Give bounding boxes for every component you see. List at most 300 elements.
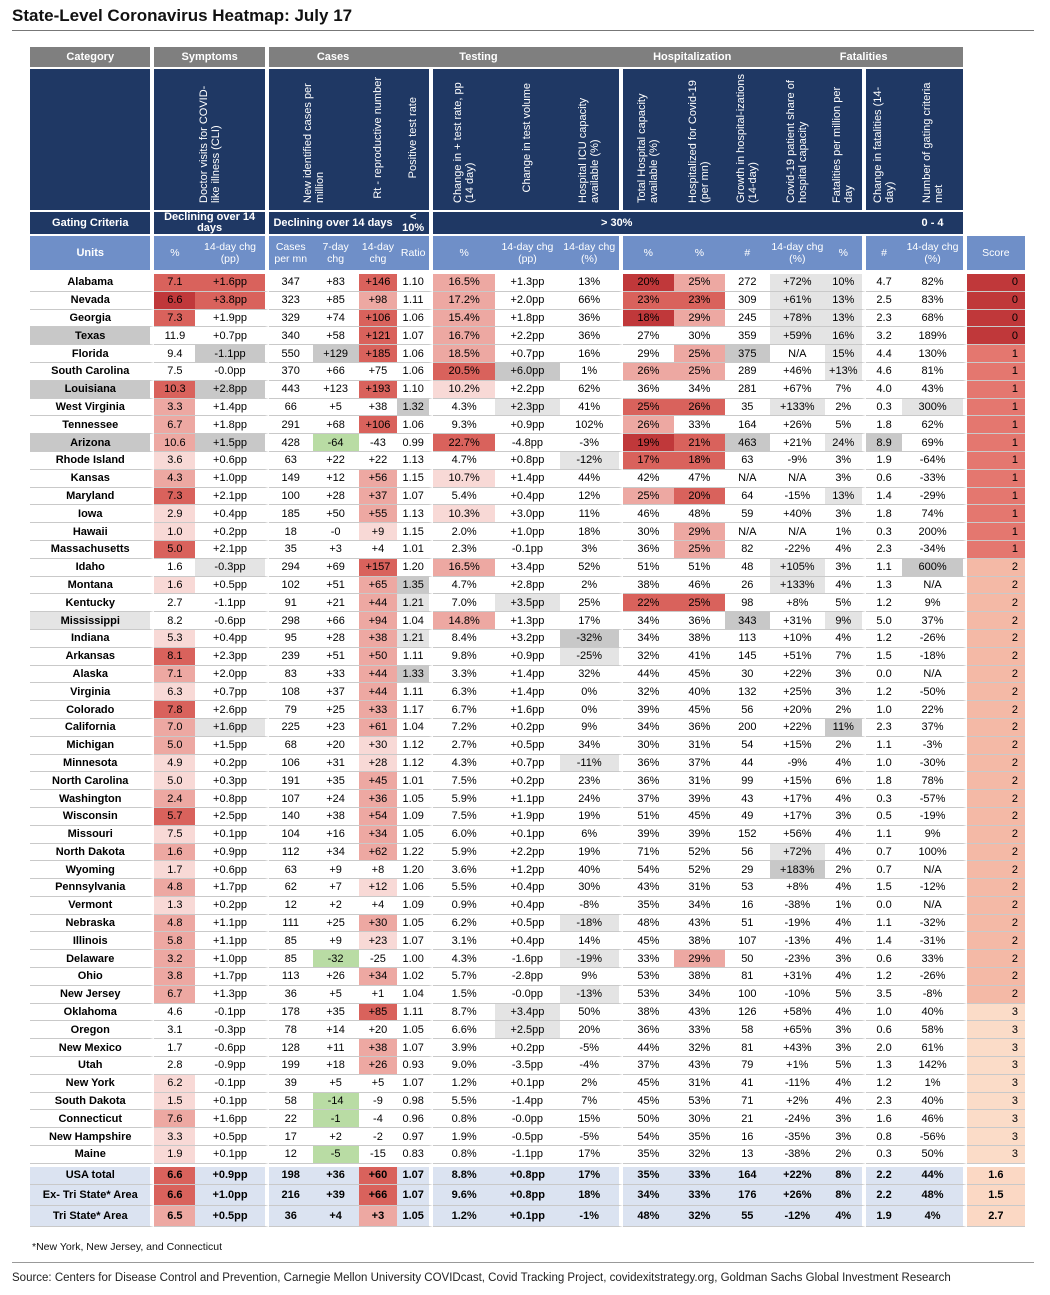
data-cell: 30% [623, 523, 674, 541]
data-cell: +0.7pp [495, 345, 559, 363]
data-cell: 2% [560, 577, 623, 595]
table-row [30, 1075, 1025, 1093]
data-cell: N/A [725, 523, 770, 541]
data-cell: 24% [560, 790, 623, 808]
data-cell: 6.2 [154, 1075, 195, 1093]
data-cell: -5% [560, 1039, 623, 1057]
state-name: Mississippi [30, 612, 154, 630]
data-cell: +157 [359, 559, 398, 577]
data-cell: 12% [560, 488, 623, 506]
data-cell: 51% [623, 808, 674, 826]
data-cell: 1.8 [866, 505, 903, 523]
data-cell: 33% [902, 950, 966, 968]
data-cell: 1.6 [866, 1110, 903, 1128]
data-cell: -4.8pp [495, 434, 559, 452]
data-cell: +72% [770, 274, 825, 292]
data-cell: 61% [902, 1039, 966, 1057]
state-name: New York [30, 1075, 154, 1093]
data-cell: +0.8pp [495, 1185, 559, 1206]
state-name: North Dakota [30, 844, 154, 862]
data-cell: 5.0 [154, 772, 195, 790]
data-cell: 2.3% [433, 541, 495, 559]
data-cell: -1.1pp [195, 594, 268, 612]
data-cell: N/A [902, 577, 966, 595]
data-cell: +2.3pp [495, 399, 559, 417]
data-cell: 272 [725, 274, 770, 292]
data-cell: +94 [359, 612, 398, 630]
data-cell: 38% [623, 1004, 674, 1022]
data-cell: 52% [674, 844, 725, 862]
data-cell: -38% [770, 897, 825, 915]
data-cell: 63 [269, 861, 313, 879]
data-cell: 291 [269, 416, 313, 434]
data-cell: -64% [902, 452, 966, 470]
data-cell: 600% [902, 559, 966, 577]
state-name: Connecticut [30, 1110, 154, 1128]
data-cell: 0.96 [397, 1110, 433, 1128]
data-cell: +9 [359, 523, 398, 541]
data-cell: 281 [725, 381, 770, 399]
data-cell: +0.5pp [195, 1128, 268, 1146]
data-cell: +38 [359, 630, 398, 648]
data-cell: +1.4pp [495, 683, 559, 701]
data-cell: 36% [560, 310, 623, 328]
data-cell: 126 [725, 1004, 770, 1022]
table-row [30, 897, 1025, 915]
data-cell: +33 [313, 666, 359, 684]
data-cell: +5 [313, 399, 359, 417]
data-cell: -57% [902, 790, 966, 808]
data-cell: 31% [674, 772, 725, 790]
data-cell: 1.05 [397, 1021, 433, 1039]
data-cell: 2.7 [967, 1206, 1025, 1227]
data-cell: 3% [825, 559, 866, 577]
metric-header-text: Rt - reproductive number [371, 77, 384, 199]
state-name: Alaska [30, 666, 154, 684]
data-cell: 3% [560, 541, 623, 559]
data-cell: 35 [269, 541, 313, 559]
state-name: Massachusetts [30, 541, 154, 559]
data-cell: 2 [967, 630, 1025, 648]
data-cell: 78% [902, 772, 966, 790]
data-cell: 15.4% [433, 310, 495, 328]
data-cell: 26% [674, 399, 725, 417]
units-cell: Ratio [397, 236, 433, 274]
data-cell: 1 [967, 488, 1025, 506]
units-cell: % [433, 236, 495, 274]
data-cell: 31% [674, 879, 725, 897]
state-name: Pennsylvania [30, 879, 154, 897]
data-cell: 5.9% [433, 844, 495, 862]
data-cell: 8.1 [154, 648, 195, 666]
source-rule [12, 1262, 1034, 1263]
data-cell: +43% [770, 1039, 825, 1057]
data-cell: -0.6pp [195, 1039, 268, 1057]
data-cell: N/A [902, 666, 966, 684]
data-cell: 0.6 [866, 1021, 903, 1039]
data-cell: 375 [725, 345, 770, 363]
data-cell: +33 [359, 701, 398, 719]
data-cell: +39 [313, 1185, 359, 1206]
metric-header-text: Growth in hospital-izations (14-day) [735, 73, 760, 203]
data-cell: 5.4% [433, 488, 495, 506]
metric-header [397, 69, 433, 212]
data-cell: 45% [674, 808, 725, 826]
data-cell: 2 [967, 559, 1025, 577]
title-rule [12, 30, 1034, 31]
data-cell: +9 [313, 932, 359, 950]
data-cell: +1.3pp [495, 274, 559, 292]
data-cell: +26% [770, 416, 825, 434]
data-cell: 54% [623, 1128, 674, 1146]
data-cell: +0.4pp [495, 897, 559, 915]
data-cell: 23% [623, 292, 674, 310]
data-cell: 216 [269, 1185, 313, 1206]
table-row [30, 594, 1025, 612]
data-cell: 35% [674, 1128, 725, 1146]
data-cell: 3% [825, 808, 866, 826]
data-cell: 14% [560, 932, 623, 950]
state-name: Maine [30, 1146, 154, 1164]
data-cell: 0.0 [866, 666, 903, 684]
data-cell: +83 [313, 274, 359, 292]
metric-header-text: Fatalities per million per day [831, 86, 856, 203]
data-cell: 1.07 [397, 1185, 433, 1206]
data-cell: +10% [770, 630, 825, 648]
data-cell: 34% [674, 381, 725, 399]
data-cell: +37 [313, 683, 359, 701]
data-cell: -3% [902, 737, 966, 755]
data-cell: 2 [967, 683, 1025, 701]
data-cell: 36 [269, 1206, 313, 1227]
data-cell: 45% [674, 666, 725, 684]
data-cell: 191 [269, 772, 313, 790]
data-cell: 12 [269, 1146, 313, 1164]
state-name: Iowa [30, 505, 154, 523]
state-name: West Virginia [30, 399, 154, 417]
data-cell: +2.8pp [195, 381, 268, 399]
data-cell: 19% [623, 434, 674, 452]
state-name: Virginia [30, 683, 154, 701]
data-cell: 1.5 [154, 1093, 195, 1111]
data-cell: 7.1 [154, 666, 195, 684]
data-cell: 63 [725, 452, 770, 470]
data-cell: 39 [269, 1075, 313, 1093]
data-cell: 4% [825, 826, 866, 844]
data-cell: +30 [359, 915, 398, 933]
state-name: Minnesota [30, 755, 154, 773]
data-cell: 6.7% [433, 701, 495, 719]
data-cell: +22% [770, 1164, 825, 1185]
data-cell: 53% [623, 986, 674, 1004]
data-cell: 58 [725, 1021, 770, 1039]
data-cell: -29% [902, 488, 966, 506]
metric-header-text: Hospitalized for Covid-19 (per mn) [687, 80, 712, 203]
table-row [30, 719, 1025, 737]
gating-criteria-cell: > 30% [560, 212, 674, 236]
data-cell: +1.8pp [495, 310, 559, 328]
metric-header [674, 69, 725, 212]
data-cell: -0.3pp [195, 1021, 268, 1039]
data-cell: -0 [313, 523, 359, 541]
data-cell: 10.3 [154, 381, 195, 399]
units-cell: 14-day chg (%) [560, 236, 623, 274]
data-cell: 46% [902, 1110, 966, 1128]
data-cell: 2 [967, 861, 1025, 879]
data-cell: 1.9% [433, 1128, 495, 1146]
data-cell: 54 [725, 737, 770, 755]
state-name: Maryland [30, 488, 154, 506]
data-cell: 2% [825, 737, 866, 755]
data-cell: 3.3 [154, 399, 195, 417]
state-name: New Mexico [30, 1039, 154, 1057]
data-cell: 200 [725, 719, 770, 737]
data-cell: 2% [825, 1146, 866, 1164]
data-cell: 198 [269, 1164, 313, 1185]
data-cell: 34% [623, 719, 674, 737]
data-cell: +1.1pp [195, 932, 268, 950]
data-cell: 4.7% [433, 577, 495, 595]
data-cell: 5.7% [433, 968, 495, 986]
data-cell: 2 [967, 826, 1025, 844]
table-row [30, 968, 1025, 986]
data-cell: 0.6 [866, 470, 903, 488]
data-cell: 1.33 [397, 666, 433, 684]
data-cell: -32 [313, 950, 359, 968]
data-cell: 107 [725, 932, 770, 950]
data-cell: 1.09 [397, 808, 433, 826]
data-cell: 16 [725, 897, 770, 915]
data-cell: +2.6pp [195, 701, 268, 719]
data-cell: 294 [269, 559, 313, 577]
data-cell: 29% [674, 950, 725, 968]
data-cell: -12% [902, 879, 966, 897]
data-cell: 35% [623, 897, 674, 915]
metric-header-text: Change in fatalities (14-day) [872, 86, 897, 203]
data-cell: -38% [770, 1146, 825, 1164]
data-cell: 2 [967, 790, 1025, 808]
data-cell: 1.2 [866, 1075, 903, 1093]
data-cell: 0.0 [866, 897, 903, 915]
data-cell: 19% [560, 808, 623, 826]
data-cell: +40% [770, 505, 825, 523]
data-cell: +0.3pp [195, 772, 268, 790]
data-cell: 33% [674, 1164, 725, 1185]
data-cell: 18% [674, 452, 725, 470]
data-cell: -25% [560, 648, 623, 666]
data-cell: 36 [269, 986, 313, 1004]
data-cell: +0.1pp [195, 1093, 268, 1111]
data-cell: 24% [825, 434, 866, 452]
data-cell: 37% [902, 719, 966, 737]
data-cell: 69% [902, 434, 966, 452]
data-cell: 0.83 [397, 1146, 433, 1164]
data-cell: +0.9pp [495, 416, 559, 434]
data-cell: +4 [313, 1206, 359, 1227]
data-cell: 32% [674, 1206, 725, 1227]
data-cell: 1.5 [967, 1185, 1025, 1206]
data-cell: 23% [560, 772, 623, 790]
data-cell: 199 [269, 1057, 313, 1075]
data-cell: +54 [359, 808, 398, 826]
data-cell: +0.2pp [495, 772, 559, 790]
data-cell: 1.04 [397, 719, 433, 737]
data-cell: +2.0pp [195, 666, 268, 684]
data-cell: +106 [359, 310, 398, 328]
data-cell: +30 [359, 737, 398, 755]
data-cell: +37 [359, 488, 398, 506]
data-cell: 45% [623, 1093, 674, 1111]
data-cell: 1.12 [397, 755, 433, 773]
data-cell: +78% [770, 310, 825, 328]
data-cell: 25% [623, 399, 674, 417]
data-cell: -2 [359, 1128, 398, 1146]
data-cell: -2.8pp [495, 968, 559, 986]
data-cell: +3.2pp [495, 630, 559, 648]
data-cell: 26 [725, 577, 770, 595]
data-cell: 112 [269, 844, 313, 862]
section-header: Symptoms [154, 47, 268, 69]
data-cell: 81 [725, 1039, 770, 1057]
metric-header-text: Covid-19 patient share of hospital capacity [785, 80, 810, 203]
data-cell: +28 [313, 488, 359, 506]
data-cell: +36 [359, 790, 398, 808]
data-cell: +55 [359, 505, 398, 523]
data-cell: 6% [560, 826, 623, 844]
data-cell: 66% [560, 292, 623, 310]
state-name: Nebraska [30, 915, 154, 933]
data-cell: 34% [560, 737, 623, 755]
data-cell: +6.0pp [495, 363, 559, 381]
data-cell: 48% [623, 1206, 674, 1227]
data-cell: -1.6pp [495, 950, 559, 968]
gating-criteria-cell: Declining over 14 days [154, 212, 268, 236]
data-cell: 1.0 [154, 523, 195, 541]
table-row [30, 381, 1025, 399]
data-cell: +193 [359, 381, 398, 399]
data-cell: 2.8 [154, 1057, 195, 1075]
units-cell: % [154, 236, 195, 274]
data-cell: +146 [359, 274, 398, 292]
data-cell: 1 [967, 345, 1025, 363]
data-cell: 50% [560, 1004, 623, 1022]
data-cell: +1.1pp [495, 790, 559, 808]
data-cell: 5.3 [154, 630, 195, 648]
data-cell: 128 [269, 1039, 313, 1057]
table-row [30, 541, 1025, 559]
data-cell: 5% [825, 594, 866, 612]
data-cell: +0.1pp [195, 1146, 268, 1164]
data-cell: -35% [770, 1128, 825, 1146]
data-cell: 1.0 [866, 1004, 903, 1022]
data-cell: -32% [902, 915, 966, 933]
table-row [30, 310, 1025, 328]
data-cell: 13% [825, 310, 866, 328]
data-cell: 50% [902, 1146, 966, 1164]
data-cell: 31% [674, 1075, 725, 1093]
data-cell: +2 [313, 897, 359, 915]
data-cell: 38% [674, 968, 725, 986]
data-cell: 34% [623, 1185, 674, 1206]
data-cell: 100 [269, 488, 313, 506]
data-cell: 0.8% [433, 1110, 495, 1128]
data-cell: 1.05 [397, 790, 433, 808]
data-cell: +38 [359, 399, 398, 417]
data-cell: 3 [967, 1075, 1025, 1093]
data-cell: 347 [269, 274, 313, 292]
state-name: South Carolina [30, 363, 154, 381]
data-cell: 38% [674, 932, 725, 950]
data-cell: +67% [770, 381, 825, 399]
table-row [30, 363, 1025, 381]
data-cell: 82% [902, 274, 966, 292]
data-cell: 62% [560, 381, 623, 399]
data-cell: +2.2pp [495, 381, 559, 399]
data-cell: 1 [967, 452, 1025, 470]
data-cell: +106 [359, 416, 398, 434]
data-cell: +1.9pp [495, 808, 559, 826]
data-cell: -25 [359, 950, 398, 968]
data-cell: +2.5pp [195, 808, 268, 826]
data-cell: 2.3 [866, 310, 903, 328]
data-cell: 340 [269, 327, 313, 345]
data-cell: -15% [770, 488, 825, 506]
data-cell: 8.4% [433, 630, 495, 648]
table-row [30, 950, 1025, 968]
data-cell: 7.5% [433, 772, 495, 790]
data-cell: -26% [902, 968, 966, 986]
data-cell: 1.9 [866, 1206, 903, 1227]
data-cell: 142% [902, 1057, 966, 1075]
data-cell: 0.3 [866, 790, 903, 808]
state-name: Rhode Island [30, 452, 154, 470]
data-cell: -26% [902, 630, 966, 648]
data-cell: +185 [359, 345, 398, 363]
data-cell: +74 [313, 310, 359, 328]
data-cell: 59 [725, 505, 770, 523]
table-row [30, 1004, 1025, 1022]
data-cell: +3.5pp [495, 594, 559, 612]
data-cell: +0.5pp [195, 577, 268, 595]
data-cell: 3 [967, 1057, 1025, 1075]
data-cell: 1.12 [397, 737, 433, 755]
data-cell: +183% [770, 861, 825, 879]
data-cell: +85 [359, 1004, 398, 1022]
data-cell: 1.32 [397, 399, 433, 417]
table-row [30, 1128, 1025, 1146]
data-cell: 34% [623, 630, 674, 648]
data-cell: 81% [902, 363, 966, 381]
table-row [30, 488, 1025, 506]
data-cell: 2 [967, 879, 1025, 897]
data-cell: +5 [313, 986, 359, 1004]
data-cell: 300% [902, 399, 966, 417]
state-name: USA total [30, 1164, 154, 1185]
data-cell: 4.3% [433, 399, 495, 417]
section-header: Hospitalization [560, 47, 825, 69]
data-cell: 35 [725, 399, 770, 417]
data-cell: 1.4 [866, 932, 903, 950]
table-row [30, 666, 1025, 684]
data-cell: 1.22 [397, 844, 433, 862]
data-cell: 51 [725, 915, 770, 933]
data-cell: 42% [623, 470, 674, 488]
data-cell: +56 [359, 470, 398, 488]
data-cell: 58 [269, 1093, 313, 1111]
data-cell: +61% [770, 292, 825, 310]
data-cell: 48% [623, 915, 674, 933]
data-cell: +20 [313, 737, 359, 755]
